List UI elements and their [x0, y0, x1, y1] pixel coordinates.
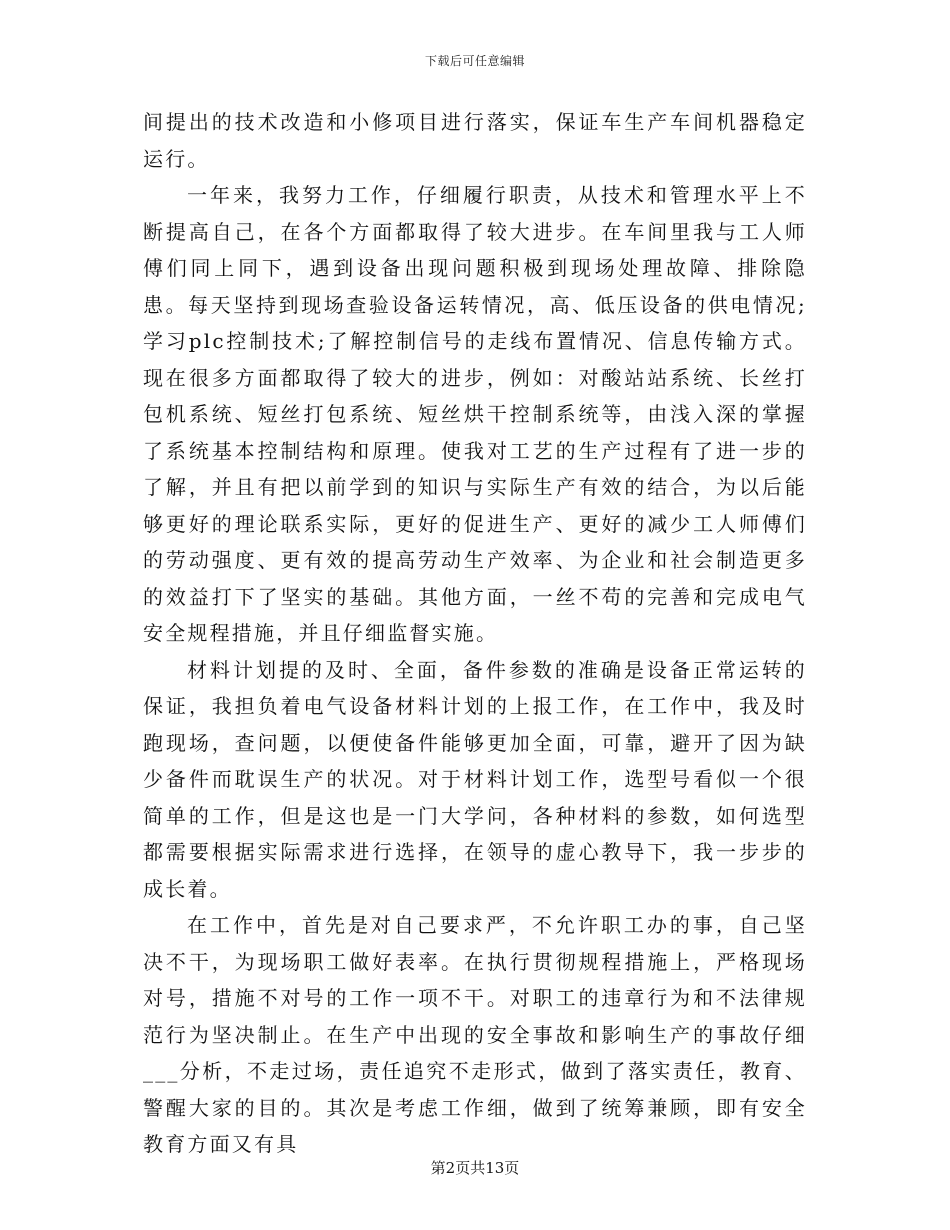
page-number-footer: 第2页共13页: [430, 1159, 520, 1177]
page-header-note: 下载后可任意编辑: [424, 54, 525, 68]
paragraph-work-discipline: 在工作中，首先是对自己要求严，不允许职工办的事，自己坚决不干，为现场职工做好表率。在执行贯彻规程措施上，严格现场对号，措施不对号的工作一项不干。对职工的违章行为和不法律规范行为坚决制止。在生产中出现的安全事故和影响生产的事故仔细___分析，不走过场，责任追究不走形式，做到了落实责任，教育、警醒大家的目的。其次是考虑工作细，做到了统筹兼顾，即有安全教育方面又有具: [143, 913, 807, 1156]
paragraph-continued: 间提出的技术改造和小修项目进行落实，保证车生产车间机器稳定运行。: [143, 110, 807, 171]
paragraph-material-plan: 材料计划提的及时、全面，备件参数的准确是设备正常运转的保证，我担负着电气设备材料计划的上报工作，在工作中，我及时跑现场，查问题，以便使备件能够更加全面，可靠，避开了因为缺少备件而耽误生产的状况。对于材料计划工作，选型号看似一个很简单的工作，但是这也是一门大学问，各种材料的参数，如何选型都需要根据实际需求进行选择，在领导的虚心教导下，我一步步的成长着。: [143, 657, 807, 901]
paragraph-work-summary: 一年来，我努力工作，仔细履行职责，从技术和管理水平上不断提高自己，在各个方面都取得了较大进步。在车间里我与工人师傅们同上同下，遇到设备出现问题积极到现场处理故障、排除隐患。每天坚持到现场查验设备运转情况，高、低压设备的供电情况;学习plc控制技术;了解控制信号的走线布置情况、信息传输方式。现在很多方面都取得了较大的进步，例如：对酸站站系统、长丝打包机系统、短丝打包系统、短丝烘干控制系统等，由浅入深的掌握了系统基本控制结构和原理。使我对工艺的生产过程有了进一步的了解，并且有把以前学到的知识与实际生产有效的结合，为以后能够更好的理论联系实际，更好的促进生产、更好的减少工人师傅们的劳动强度、更有效的提高劳动生产效率、为企业和社会制造更多的效益打下了坚实的基础。其他方面，一丝不苟的完善和完成电气安全规程措施，并且仔细监督实施。: [143, 183, 807, 645]
document-body: [143, 104, 807, 1163]
